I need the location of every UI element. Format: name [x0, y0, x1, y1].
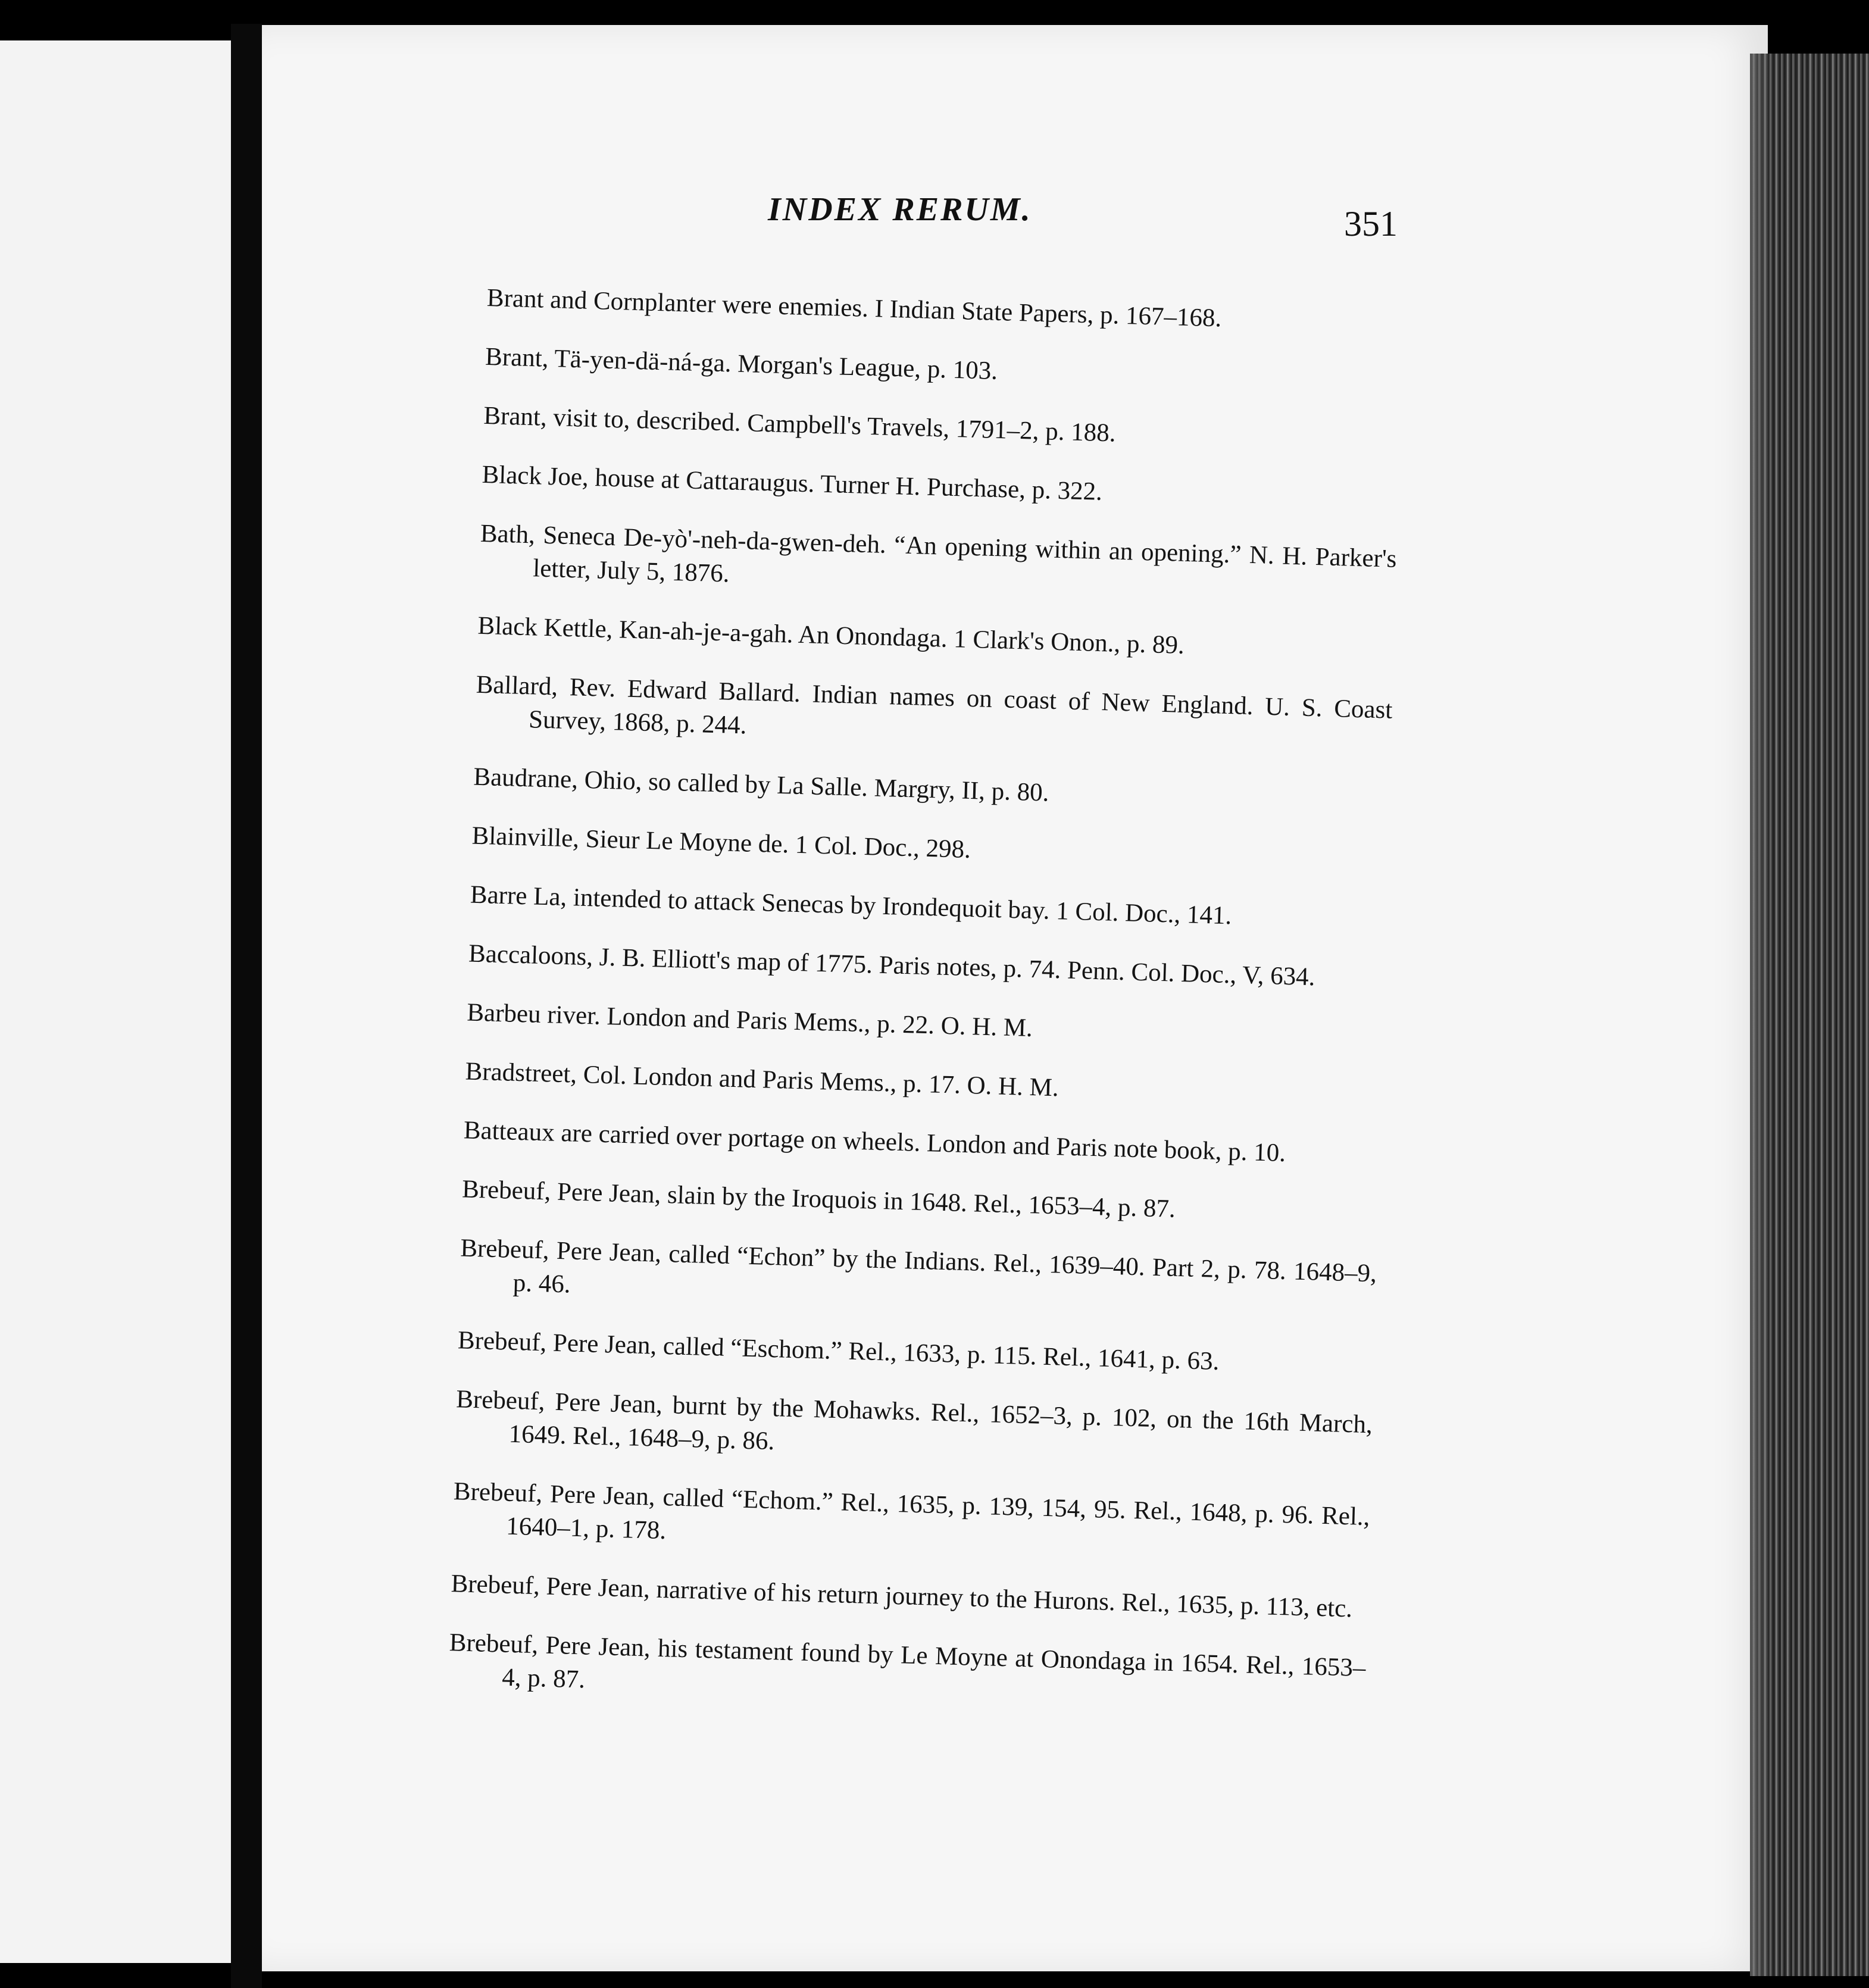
running-head: INDEX RERUM.: [768, 191, 1032, 228]
index-entry: Bradstreet, Col. London and Paris Mems., p. 17. O. H. M.: [465, 1057, 1059, 1102]
page-edge-shadow: [1750, 54, 1774, 1976]
index-entry: Brebeuf, Pere Jean, called “Echom.” Rel., 1635, p. 139, 154, 95. Rel., 1648, p. 96. Rel., 1640–1, p. 178.: [453, 1477, 1371, 1545]
index-entry: Brebeuf, Pere Jean, called “Echon” by the Indians. Rel., 1639–40. Part 2, p. 78. 1648–9, p. 46.: [460, 1234, 1377, 1299]
index-entry: Baudrane, Ohio, so called by La Salle. Margry, II, p. 80.: [473, 762, 1050, 807]
index-entry: Black Kettle, Kan-ah-je-a-gah. An Onondaga. 1 Clark's Onon., p. 89.: [477, 611, 1185, 659]
index-entry: Brant and Cornplanter were enemies. I Indian State Papers, p. 167–168.: [486, 283, 1222, 333]
index-entry: Brebeuf, Pere Jean, called “Eschom.” Rel., 1633, p. 115. Rel., 1641, p. 63.: [457, 1326, 1220, 1376]
index-entry: Brebeuf, Pere Jean, narrative of his return journey to the Hurons. Rel., 1635, p. 113, etc.: [451, 1570, 1353, 1623]
index-entry: Brebeuf, Pere Jean, slain by the Iroquois in 1648. Rel., 1653–4, p. 87.: [461, 1175, 1176, 1223]
index-entry: Black Joe, house at Cattaraugus. Turner H. Purchase, p. 322.: [482, 460, 1103, 506]
index-entry: Brebeuf, Pere Jean, burnt by the Mohawks. Rel., 1652–3, p. 102, on the 16th March, 1649. Rel., 1648–9, p. 86.: [455, 1385, 1373, 1456]
index-entry: Blainville, Sieur Le Moyne de. 1 Col. Doc., 298.: [471, 821, 971, 864]
index-entry: Brebeuf, Pere Jean, his testament found by Le Moyne at Onondaga in 1654. Rel., 1653–4, p. 87.: [449, 1628, 1366, 1694]
index-entry: Bath, Seneca De-yò'-neh-da-gwen-deh. “An opening within an opening.” N. H. Parker's letter, July 5, 1876.: [480, 519, 1398, 588]
gutter-shadow: [231, 24, 262, 1988]
index-entry: Ballard, Rev. Edward Ballard. Indian names on coast of New England. U. S. Coast Survey, 1868, p. 244.: [476, 670, 1393, 740]
index-entry: Barre La, intended to attack Senecas by Irondequoit bay. 1 Col. Doc., 141.: [470, 880, 1232, 930]
index-entry: Batteaux are carried over portage on wheels. London and Paris note book, p. 10.: [463, 1116, 1286, 1167]
index-entry: Brant, Tä-yen-dä-ná-ga. Morgan's League, p. 103.: [485, 342, 998, 385]
facing-page: [0, 40, 238, 1963]
index-entry: Baccaloons, J. B. Elliott's map of 1775. Paris notes, p. 74. Penn. Col. Doc., V, 634.: [468, 939, 1316, 992]
index-entry: Brant, visit to, described. Campbell's Travels, 1791–2, p. 188.: [483, 401, 1117, 448]
page-number: 351: [1344, 204, 1398, 243]
index-entry: Barbeu river. London and Paris Mems., p. 22. O. H. M.: [466, 998, 1033, 1043]
index-entries: [448, 256, 1404, 1727]
